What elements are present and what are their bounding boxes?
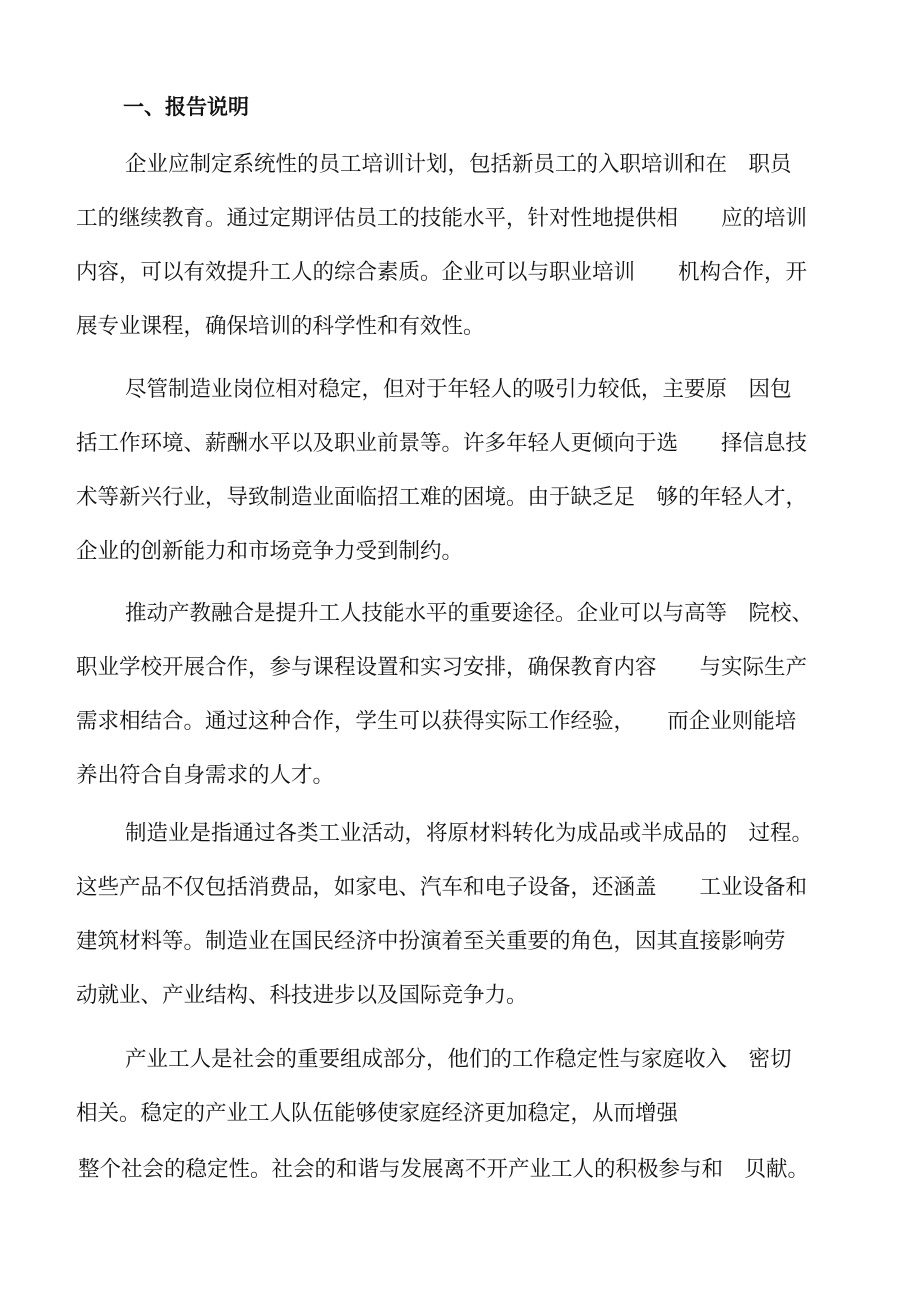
paragraph-line: 建筑材料等。制造业在国民经济中扮演着至关重要的角色，因其直接影响劳 [76,929,786,954]
paragraph-line: 需求相结合。通过这种合作，学生可以获得实际工作经验， 而企业则能培 [76,709,797,734]
paragraph-line: 动就业、产业结构、科技进步以及国际竞争力。 [76,983,528,1008]
paragraph-line: 这些产品不仅包括消费品，如家电、汽车和电子设备，还涵盖 工业设备和 [76,875,808,900]
paragraph-line: 内容，可以有效提升工人的综合素质。企业可以与职业培训 机构合作，开 [76,260,808,285]
paragraph-line: 整个社会的稳定性。社会的和谐与发展离不开产业工人的积极参与和 贝献。 [78,1157,810,1182]
section-heading: 一、报告说明 [123,95,249,119]
paragraph-line: 术等新兴行业，导致制造业面临招工难的困境。由于缺乏足 够的年轻人才， [76,485,808,510]
paragraph-line: 养出符合自身需求的人才。 [76,763,335,788]
paragraph-line: 企业的创新能力和市场竞争力受到制约。 [76,539,464,564]
paragraph-line: 括工作环境、薪酬水平以及职业前景等。许多年轻人更倾向于选 择信息技 [76,431,808,456]
paragraph-line: 企业应制定系统性的员工培训计划，包括新员工的入职培训和在 职员 [125,152,792,177]
paragraph-line: 工的继续教育。通过定期评估员工的技能水平，针对性地提供相 应的培训 [76,206,808,231]
paragraph-line: 产业工人是社会的重要组成部分，他们的工作稳定性与家庭收入 密切 [125,1047,792,1072]
paragraph-line: 展专业课程，确保培训的科学性和有效性。 [76,314,485,339]
paragraph-line: 制造业是指通过各类工业活动，将原材料转化为成品或半成品的 过程。 [125,821,814,846]
paragraph-line: 相关。稳定的产业工人队伍能够使家庭经济更加稳定，从而增强 [76,1101,679,1126]
paragraph-line: 职业学校开展合作，参与课程设置和实习安排，确保教育内容 与实际生产 [76,655,808,680]
paragraph-line: 尽管制造业岗位相对稳定，但对于年轻人的吸引力较低，主要原 因包 [125,377,792,402]
paragraph-line: 推动产教融合是提升工人技能水平的重要途径。企业可以与高等 院校、 [125,601,814,626]
